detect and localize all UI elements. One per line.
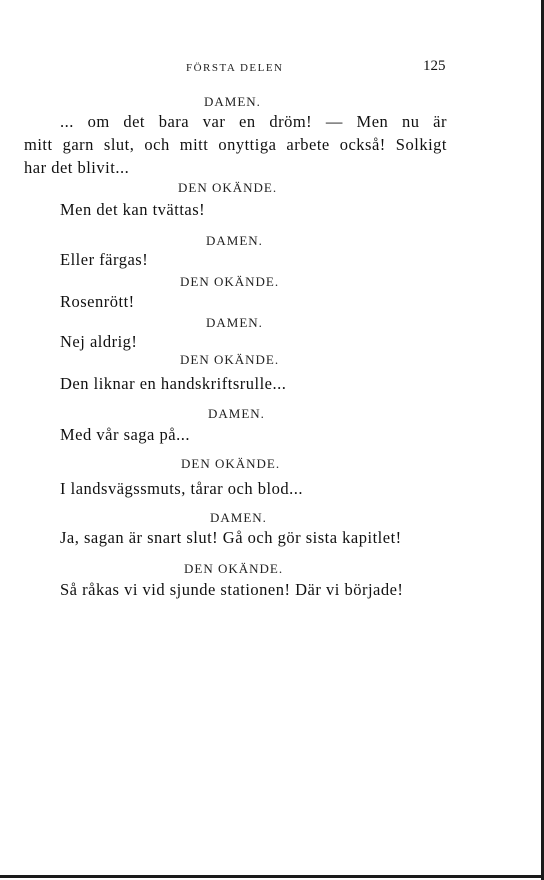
dialogue-line: I landsvägssmuts, tårar och blod...	[60, 479, 303, 498]
speaker-label: DAMEN.	[206, 315, 263, 330]
dialogue-line: Eller färgas!	[60, 250, 149, 269]
dialogue-line: har det blivit...	[24, 158, 130, 177]
dialogue-line: Men det kan tvättas!	[60, 200, 206, 219]
speaker-label: DEN OKÄNDE.	[178, 180, 278, 195]
speaker-label: DEN OKÄNDE.	[184, 561, 284, 576]
dialogue-line: Nej aldrig!	[60, 332, 138, 351]
speaker-label: DAMEN.	[204, 94, 261, 109]
dialogue-line: Ja, sagan är snart slut! Gå och gör sista kapitlet!	[60, 528, 402, 547]
page-number: 125	[423, 58, 446, 74]
dialogue-line: mitt garn slut, och mitt onyttiga arbete också! Solkigt	[24, 135, 447, 154]
speaker-label: DEN OKÄNDE.	[181, 456, 281, 471]
running-header: FÖRSTA DELEN	[186, 62, 284, 74]
speaker-label: DAMEN.	[210, 510, 267, 525]
speaker-label: DEN OKÄNDE.	[180, 352, 280, 367]
speaker-label: DEN OKÄNDE.	[180, 274, 280, 289]
dialogue-line: Så råkas vi vid sjunde stationen! Där vi började!	[60, 580, 404, 599]
speaker-label: DAMEN.	[208, 406, 265, 421]
speaker-label: DAMEN.	[206, 233, 263, 248]
dialogue-line: Med vår saga på...	[60, 425, 190, 444]
page-edge-bottom	[0, 875, 544, 878]
dialogue-line: Rosenrött!	[60, 292, 135, 311]
dialogue-line: ... om det bara var en dröm! — Men nu är	[60, 112, 447, 131]
dialogue-line: Den liknar en handskriftsrulle...	[60, 374, 287, 393]
